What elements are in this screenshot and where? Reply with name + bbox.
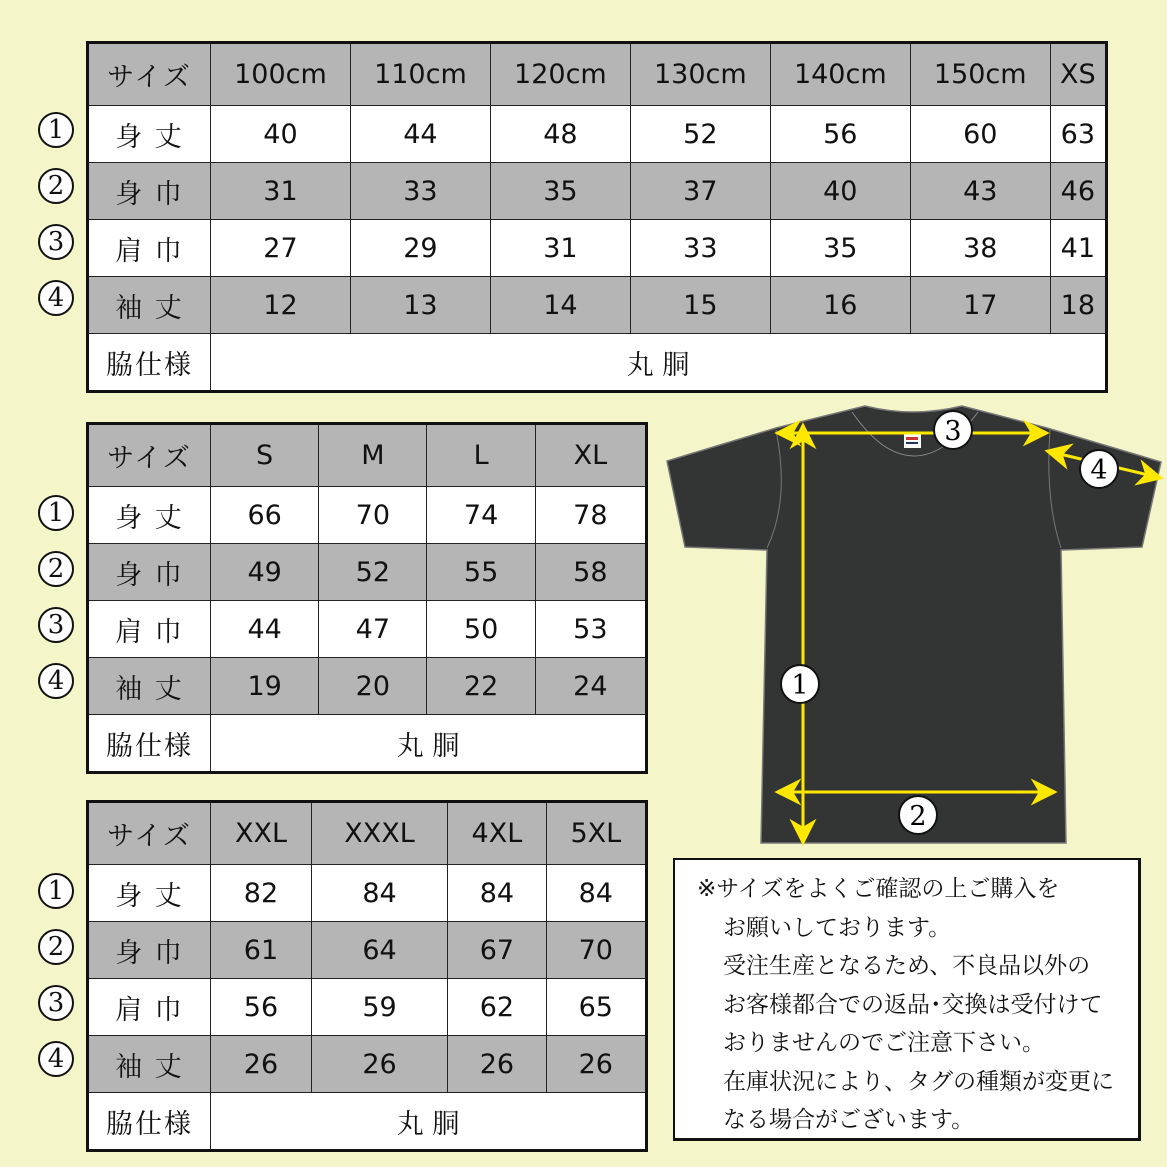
table-cell: 18	[1050, 277, 1106, 334]
row-label: 脇仕様	[88, 715, 211, 773]
table-cell: 70	[546, 922, 646, 979]
table-cell: 84	[311, 865, 447, 922]
header-label: サイズ	[88, 43, 211, 106]
side-spec-value: 丸 胴	[211, 715, 647, 773]
side-spec-value: 丸 胴	[211, 1093, 647, 1151]
column-header: XXL	[211, 802, 312, 865]
table-cell: 78	[535, 487, 646, 544]
table-cell: 56	[770, 106, 910, 163]
table-cell: 40	[770, 163, 910, 220]
table-cell: 26	[546, 1036, 646, 1093]
column-header: 4XL	[448, 802, 546, 865]
table-cell: 12	[211, 277, 351, 334]
table-cell: 27	[211, 220, 351, 277]
table-cell: 40	[211, 106, 351, 163]
table-cell: 70	[319, 487, 427, 544]
column-header: 150cm	[910, 43, 1050, 106]
row-label: 肩 巾	[88, 601, 211, 658]
row-label: 肩 巾	[88, 220, 211, 277]
row-marker-2: 2	[38, 551, 74, 587]
notice-line: なる場合がございます。	[723, 1107, 975, 1133]
table-cell: 65	[546, 979, 646, 1036]
table-cell: 29	[350, 220, 490, 277]
row-label: 身 巾	[88, 544, 211, 601]
row-marker-1: 1	[38, 495, 74, 531]
tag-icon	[904, 434, 921, 448]
table-cell: 66	[211, 487, 319, 544]
table-cell: 15	[630, 277, 770, 334]
notice-box	[673, 858, 1141, 1141]
row-marker-1: 1	[38, 112, 74, 148]
column-header: XXXL	[311, 802, 447, 865]
row-label: 袖 丈	[88, 1036, 211, 1093]
column-header: L	[427, 424, 535, 487]
column-header: 5XL	[546, 802, 646, 865]
notice-line: おりませんのでご注意下さい。	[723, 1030, 1045, 1056]
table-cell: 14	[490, 277, 630, 334]
table-cell: 84	[546, 865, 646, 922]
table-cell: 26	[448, 1036, 546, 1093]
table-cell: 41	[1050, 220, 1106, 277]
table-cell: 16	[770, 277, 910, 334]
table-cell: 52	[630, 106, 770, 163]
row-marker-3: 3	[38, 985, 74, 1021]
header-label: サイズ	[88, 424, 211, 487]
column-header: 120cm	[490, 43, 630, 106]
row-marker-1: 1	[38, 873, 74, 909]
table-cell: 17	[910, 277, 1050, 334]
column-header: 100cm	[211, 43, 351, 106]
row-label: 身 丈	[88, 487, 211, 544]
notice-line: 受注生産となるため、不良品以外の	[723, 953, 1091, 979]
row-label: 脇仕様	[88, 334, 211, 392]
table-cell: 82	[211, 865, 312, 922]
row-label: 肩 巾	[88, 979, 211, 1036]
table-cell: 58	[535, 544, 646, 601]
table-cell: 37	[630, 163, 770, 220]
table-cell: 67	[448, 922, 546, 979]
row-marker-4: 4	[38, 280, 74, 316]
table-cell: 26	[211, 1036, 312, 1093]
row-marker-4: 4	[38, 663, 74, 699]
table-cell: 19	[211, 658, 319, 715]
table-cell: 74	[427, 487, 535, 544]
row-marker-2: 2	[38, 929, 74, 965]
table-cell: 22	[427, 658, 535, 715]
marker-3	[934, 411, 972, 449]
table-cell: 35	[770, 220, 910, 277]
row-label: 身 巾	[88, 163, 211, 220]
table-cell: 53	[535, 601, 646, 658]
column-header: XS	[1050, 43, 1106, 106]
table-cell: 48	[490, 106, 630, 163]
column-header: S	[211, 424, 319, 487]
table-cell: 47	[319, 601, 427, 658]
row-marker-4: 4	[38, 1041, 74, 1077]
table-cell: 43	[910, 163, 1050, 220]
notice-line: 在庫状況により、タグの種類が変更に	[723, 1068, 1114, 1095]
column-header: XL	[535, 424, 646, 487]
marker-2	[899, 796, 937, 834]
table-cell: 33	[350, 163, 490, 220]
table-cell: 52	[319, 544, 427, 601]
table-cell: 56	[211, 979, 312, 1036]
row-label: 身 丈	[88, 865, 211, 922]
table-cell: 44	[211, 601, 319, 658]
table-cell: 63	[1050, 106, 1106, 163]
notice-line: お客様都合での返品･交換は受付けて	[723, 991, 1103, 1018]
table-cell: 38	[910, 220, 1050, 277]
svg-text:2: 2	[909, 801, 927, 832]
column-header: 140cm	[770, 43, 910, 106]
row-label: 身 巾	[88, 922, 211, 979]
table-cell: 44	[350, 106, 490, 163]
table-cell: 26	[311, 1036, 447, 1093]
table-cell: 59	[311, 979, 447, 1036]
table-cell: 55	[427, 544, 535, 601]
marker-4	[1080, 450, 1118, 488]
row-marker-2: 2	[38, 168, 74, 204]
notice-line: お願いしております。	[723, 914, 952, 941]
table-cell: 13	[350, 277, 490, 334]
side-spec-value: 丸 胴	[211, 334, 1107, 392]
column-header: 130cm	[630, 43, 770, 106]
svg-text:1: 1	[791, 670, 809, 701]
table-cell: 64	[311, 922, 447, 979]
svg-text:3: 3	[944, 416, 962, 447]
table-cell: 31	[211, 163, 351, 220]
table-cell: 35	[490, 163, 630, 220]
table-cell: 84	[448, 865, 546, 922]
table-cell: 46	[1050, 163, 1106, 220]
table-cell: 24	[535, 658, 646, 715]
table-cell: 49	[211, 544, 319, 601]
row-label: 袖 丈	[88, 658, 211, 715]
row-label: 袖 丈	[88, 277, 211, 334]
row-marker-3: 3	[38, 607, 74, 643]
table-cell: 31	[490, 220, 630, 277]
header-label: サイズ	[88, 802, 211, 865]
table-cell: 20	[319, 658, 427, 715]
table-cell: 50	[427, 601, 535, 658]
notice-line: ※サイズをよくご確認の上ご購入を	[697, 876, 1060, 902]
table-cell: 33	[630, 220, 770, 277]
table-cell: 60	[910, 106, 1050, 163]
table-cell: 61	[211, 922, 312, 979]
row-label: 身 丈	[88, 106, 211, 163]
table-cell: 62	[448, 979, 546, 1036]
marker-1	[781, 665, 819, 703]
row-marker-3: 3	[38, 224, 74, 260]
row-label: 脇仕様	[88, 1093, 211, 1151]
column-header: 110cm	[350, 43, 490, 106]
column-header: M	[319, 424, 427, 487]
svg-text:4: 4	[1090, 455, 1108, 486]
